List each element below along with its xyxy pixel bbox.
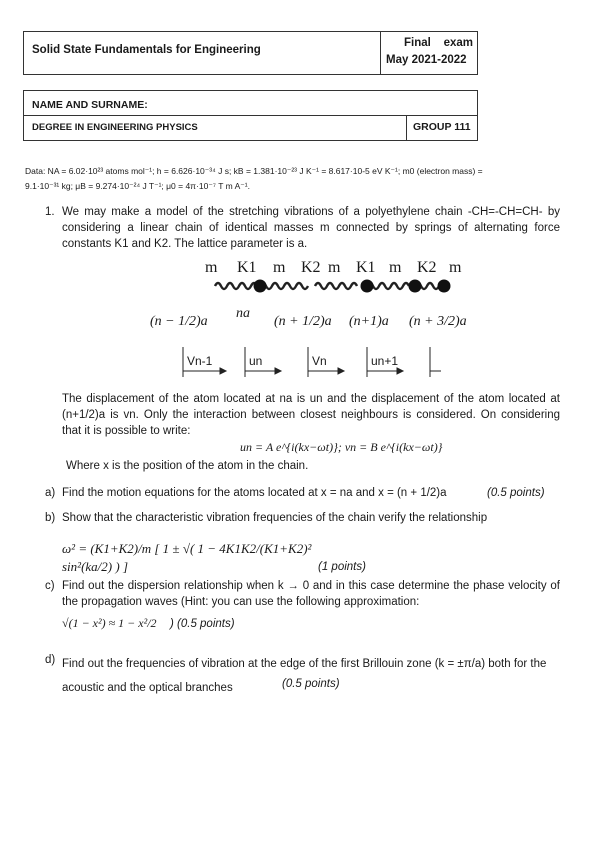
spring-3 — [315, 283, 357, 289]
mass-1 — [254, 280, 267, 293]
mass-2 — [361, 280, 374, 293]
part-b-points: (1 points) — [318, 561, 366, 573]
arrow-label: Vn-1 — [187, 354, 213, 368]
exam-type: Final exam — [404, 37, 474, 49]
group-divider — [406, 115, 407, 140]
header-divider — [380, 32, 381, 74]
chain-label: m — [449, 259, 462, 276]
part-b-formula: ω² = (K1+K2)/m [ 1 ± √( 1 − 4K1K2/(K1+K2)² sin²(ka/2) ) ] — [62, 541, 312, 574]
constants-line-2: 9.1·10⁻³¹ kg; μB = 9.274·10⁻²⁴ J T⁻¹; μ0 = 4π·10⁻⁷ T m A⁻¹. — [25, 181, 250, 191]
part-d-text: Find out the frequencies of vibration at the edge of the first Brillouin zone (k = ±π/a) both for the acoustic and the optical branches — [62, 658, 547, 694]
course-title: Solid State Fundamentals for Engineering — [32, 44, 261, 56]
degree-label: DEGREE IN ENGINEERING PHYSICS — [32, 122, 198, 133]
position-label: (n + 3/2)a — [409, 314, 467, 329]
arrow-label: Vn — [312, 354, 327, 368]
position-label: (n − 1/2)a — [150, 314, 208, 329]
spring-1 — [215, 283, 257, 289]
part-a-points: (0.5 points) — [487, 487, 545, 499]
chain-diagram — [140, 255, 460, 295]
position-label: na — [236, 306, 250, 321]
chain-label: m — [328, 259, 341, 276]
part-a-text: Find the motion equations for the atoms located at x = na and x = (n + 1/2)a — [62, 487, 447, 499]
part-d-points: (0.5 points) — [282, 678, 340, 690]
part-b-text: Show that the characteristic vibration frequencies of the chain verify the relationship — [62, 512, 488, 524]
question-intro: We may make a model of the stretching vibrations of a polyethylene chain -CH=-CH=CH- by considering a linear chain of identical masses m connected by springs of alternating force constants K1 and K2. The lattice parameter is a. — [62, 206, 560, 250]
header-box — [23, 31, 478, 75]
constants-line-1: Data: NA = 6.02·10²³ atoms mol⁻¹; h = 6.626·10⁻³⁴ J s; kB = 1.381·10⁻²³ J K⁻¹ = 8.617·10-5 eV K⁻¹; m0 (electron mass) = — [25, 166, 483, 176]
chain-label: m — [273, 259, 286, 276]
chain-label: K2 — [417, 259, 437, 276]
part-d-label: d) — [45, 654, 56, 666]
part-a-label: a) — [45, 487, 56, 499]
arrow-label: un+1 — [371, 354, 399, 368]
part-b-label: b) — [45, 512, 56, 524]
arrow-label: un — [249, 354, 263, 368]
chain-label: m — [205, 259, 218, 276]
group-label: GROUP 111 — [413, 121, 471, 133]
displacement-text: The displacement of the atom located at na is un and the displacement of the atom located at (n+1/2)a is vn. Only the interaction between closest neighbours is considered. On considering that it is possible to write: — [62, 393, 560, 437]
name-label: NAME AND SURNAME: — [32, 99, 148, 111]
where-text: Where x is the position of the atom in the chain. — [66, 460, 309, 472]
position-label: (n + 1/2)a — [274, 314, 332, 329]
part-c-approx: √(1 − x²) ≈ 1 − x²/2 — [62, 616, 157, 630]
wave-equation: un = A e^{i(kx−ωt)}; vn = B e^{i(kx−ωt)} — [240, 440, 443, 454]
mass-3 — [409, 280, 422, 293]
position-label: (n+1)a — [349, 314, 389, 329]
part-c-text: Find out the dispersion relationship when k → 0 and in this case determine the phase velocity of the propagation waves (Hint: you can use the following approximation: — [62, 580, 560, 608]
chain-label: K1 — [237, 259, 257, 276]
exam-date: May 2021-2022 — [386, 54, 467, 66]
mass-4 — [438, 280, 451, 293]
student-box — [23, 90, 478, 141]
question-number: 1. — [45, 206, 55, 218]
part-c-points: ) (0.5 points) — [170, 618, 235, 630]
spring-2 — [260, 283, 308, 289]
displacement-arrows — [175, 345, 445, 385]
row-divider — [24, 115, 477, 116]
part-c-label: c) — [45, 580, 55, 592]
chain-label: K2 — [301, 259, 321, 276]
chain-label: K1 — [356, 259, 376, 276]
chain-label: m — [389, 259, 402, 276]
